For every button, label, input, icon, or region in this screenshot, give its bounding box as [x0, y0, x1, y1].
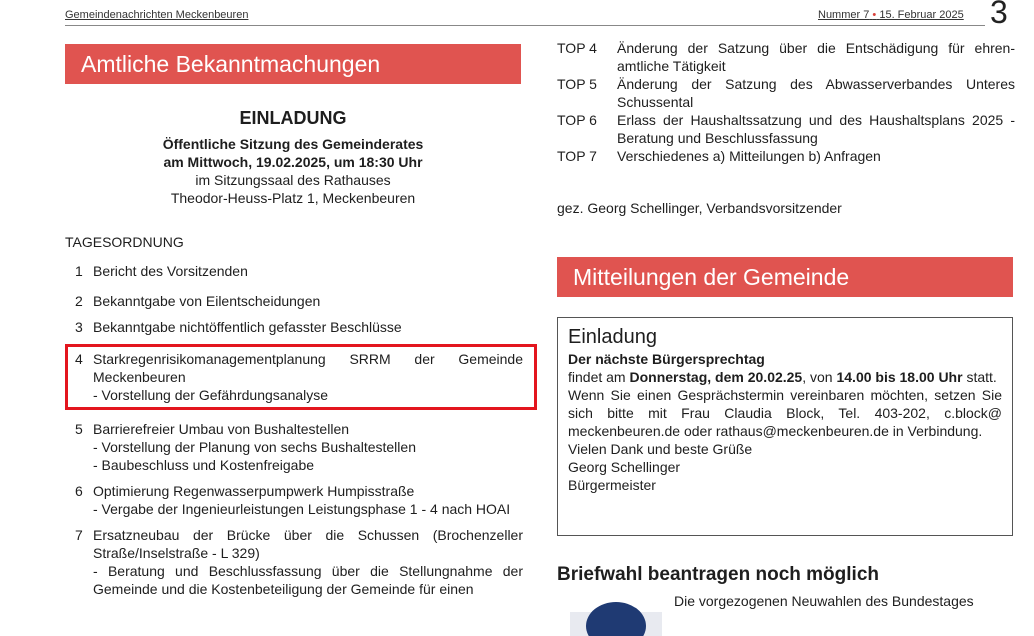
briefwahl-heading: Briefwahl beantragen noch möglich	[557, 564, 879, 585]
box-signer-role: Bürgermeister	[568, 477, 656, 493]
agenda-item-text: Barrierefreier Umbau von Bushaltestellen	[93, 421, 350, 437]
top-label: TOP 6	[557, 112, 597, 128]
agenda-item-5	[75, 420, 523, 474]
box-signer-name: Georg Schellinger	[568, 459, 681, 475]
agenda-item-subpoint: - Beratung und Beschlussfassung über die Stellungnahme der Gemeinde und die Kostenbeteiligung der Gemeinde für einen	[93, 563, 523, 597]
section-banner-official: Amtliche Bekanntmachungen	[65, 44, 521, 84]
agenda-heading: TAGESORDNUNG	[65, 234, 184, 250]
briefwahl-image	[570, 594, 662, 636]
invitation-title: EINLADUNG	[239, 108, 347, 128]
box-date: Donnerstag, dem 20.02.25	[629, 369, 803, 385]
agenda-item-text: Bericht des Vorsitzenden	[93, 263, 248, 279]
top-text: Änderung der Satzung über die Entschädigung für ehren-amtliche Tätigkeit	[617, 40, 1015, 74]
agenda-item-2	[75, 292, 523, 310]
header-rule	[65, 25, 985, 26]
citizen-consultation-box	[557, 317, 1013, 536]
box-date-line	[568, 368, 1002, 386]
briefwahl-text: Die vorgezogenen Neuwahlen des Bundestages	[674, 593, 974, 609]
box-closing: Vielen Dank und beste Grüße	[568, 441, 753, 457]
issue-date: 15. Februar 2025	[879, 9, 964, 21]
issue-number: Nummer 7	[818, 9, 870, 21]
issue-info	[818, 9, 964, 21]
agenda-item-number: 3	[75, 319, 83, 335]
top-item-7	[557, 147, 1015, 165]
invitation-line-3: im Sitzungssaal des Rathauses	[195, 172, 391, 188]
top-item-5	[557, 75, 1015, 111]
agenda-item-subpoint: - Baubeschluss und Kostenfreigabe	[93, 457, 315, 473]
box-date-mid: , von	[802, 369, 837, 385]
agenda-item-number: 7	[75, 527, 83, 543]
agenda-item-subpoint: - Vergabe der Ingenieurleistungen Leistungsphase 1 - 4 nach HOAI	[93, 501, 511, 517]
agenda-list	[75, 262, 523, 598]
agenda-item-number: 5	[75, 421, 83, 437]
top-label: TOP 5	[557, 76, 597, 92]
agenda-item-text: Ersatzneubau der Brücke über die Schussen (Brochenzeller Straße/Inselstraße - L 329)	[93, 527, 523, 561]
top-label: TOP 4	[557, 40, 597, 56]
agenda-item-text: Bekanntgabe nichtöffentlich gefasster Beschlüsse	[93, 319, 402, 335]
top-text: Änderung der Satzung des Abwasserverbandes Unteres Schussental	[617, 76, 1015, 110]
issue-bullet: •	[872, 9, 877, 21]
agenda-item-text: Bekanntgabe von Eilentscheidungen	[93, 293, 321, 309]
box-time: 14.00 bis 18.00 Uhr	[836, 369, 963, 385]
invitation-line-4: Theodor-Heuss-Platz 1, Meckenbeuren	[170, 190, 416, 206]
agenda-item-text: Optimierung Regenwasserpumpwerk Humpisstraße	[93, 483, 415, 499]
top-text: Erlass der Haushaltssatzung und des Haushaltsplans 2025 - Beratung und Beschlussfassung	[617, 112, 1015, 146]
box-subtitle: Der nächste Bürgersprechtag	[568, 351, 765, 367]
agenda-item-number: 1	[75, 263, 83, 279]
top-item-6	[557, 111, 1015, 147]
box-title: Einladung	[568, 326, 657, 348]
newsletter-title: Gemeindenachrichten Meckenbeuren	[65, 9, 249, 21]
agenda-item-7	[75, 526, 523, 598]
box-body: Wenn Sie einen Gesprächstermin vereinbaren möchten, setzen Sie sich bitte mit Frau Claudia Block, Tel. 403-202, c.block@ meckenbeuren.de oder rathaus@meckenbeuren.de in Verbindung.	[568, 387, 1002, 439]
box-date-post: statt.	[962, 369, 997, 385]
agenda-item-subpoint: - Vorstellung der Gefährdungsanalyse	[93, 387, 329, 403]
agenda-item-number: 2	[75, 293, 83, 309]
top-label: TOP 7	[557, 148, 597, 164]
section-banner-announcements: Mitteilungen der Gemeinde	[557, 257, 1013, 297]
agenda-item-1	[75, 262, 523, 280]
agenda-item-6	[75, 482, 523, 518]
agenda-item-4-highlight	[65, 344, 537, 410]
page-number: 3	[990, 0, 1008, 30]
box-date-pre: findet am	[568, 369, 630, 385]
signature-line: gez. Georg Schellinger, Verbandsvorsitzender	[557, 200, 842, 216]
agenda-item-number: 6	[75, 483, 83, 499]
agenda-item-number: 4	[75, 351, 83, 367]
agenda-item-3	[75, 318, 523, 336]
invitation-line-1: Öffentliche Sitzung des Gemeinderates	[162, 136, 424, 152]
top-item-4	[557, 39, 1015, 75]
top-list	[557, 39, 1015, 165]
invitation-line-2: am Mittwoch, 19.02.2025, um 18:30 Uhr	[163, 154, 423, 170]
agenda-item-text: Starkregenrisikomanagementplanung SRRM der Gemeinde Meckenbeuren	[93, 351, 523, 385]
agenda-item-subpoint: - Vorstellung der Planung von sechs Bushaltestellen	[93, 439, 416, 455]
top-text: Verschiedenes a) Mitteilungen b) Anfragen	[617, 148, 881, 164]
